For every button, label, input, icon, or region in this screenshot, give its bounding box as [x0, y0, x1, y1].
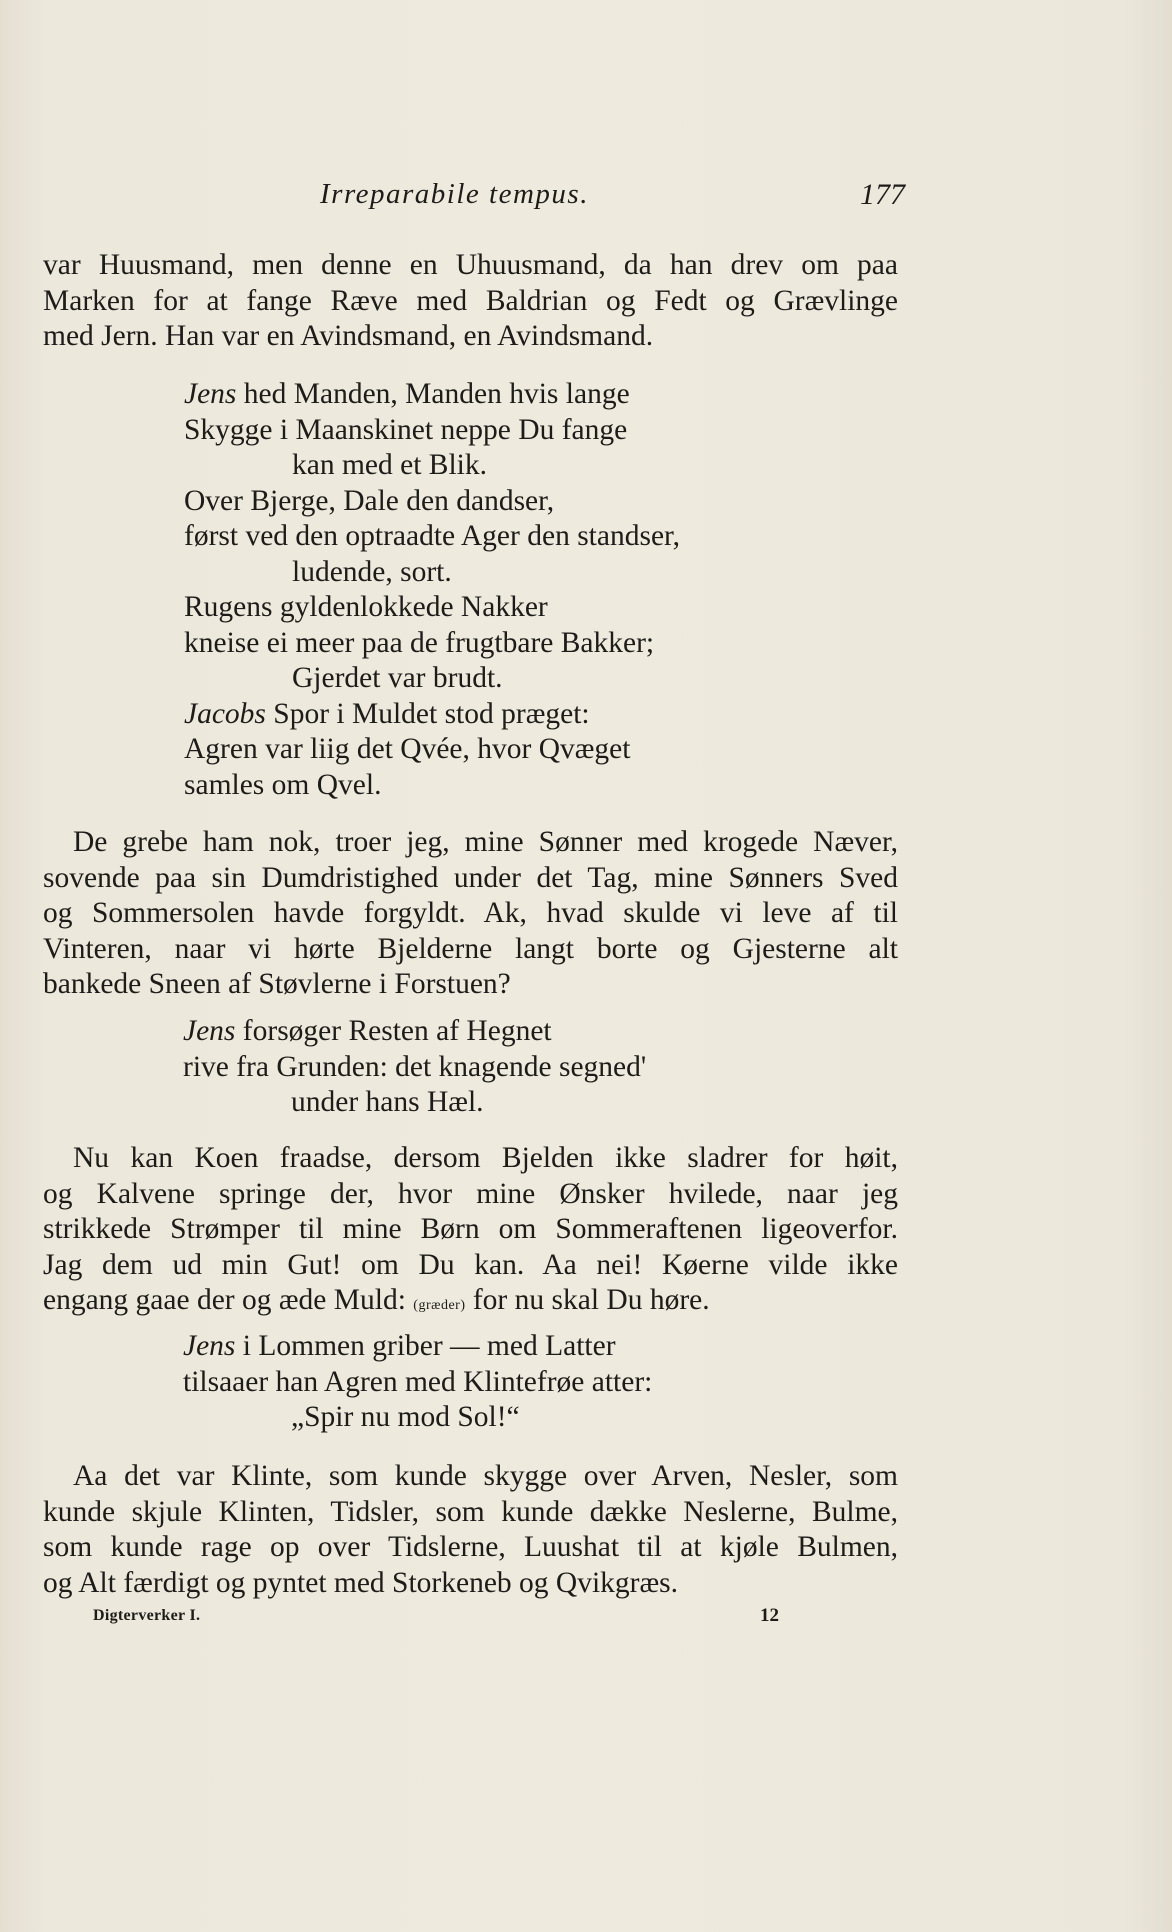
verse-line: Jens i Lommen griber — med Latter — [183, 1330, 616, 1362]
verse-line: Rugens gyldenlokkede Nakker — [184, 591, 548, 623]
paragraph-line: Marken for at fange Ræve med Baldrian og Fedt og Grævlinge — [43, 284, 898, 317]
character-name: Jens — [183, 1015, 236, 1047]
paragraph-line: De grebe ham nok, troer jeg, mine Sønner med krogede Næver, — [73, 826, 898, 858]
character-name: Jens — [184, 378, 237, 410]
verse-stanza-1 — [184, 377, 680, 803]
paragraph-line: Vinteren, naar vi hørte Bjelderne langt borte og Gjesterne alt — [43, 932, 898, 965]
paragraph-line: og Kalvene springe der, hvor mine Ønsker hvilede, naar jeg — [43, 1177, 898, 1210]
paragraph-4 — [43, 1459, 898, 1601]
paragraph-line: engang gaae der og æde Muld: (græder) for nu skal Du høre. — [43, 1284, 710, 1316]
verse-line: Over Bjerge, Dale den dandser, — [184, 484, 555, 517]
paragraph-line: og Sommersolen havde forgyldt. Ak, hvad skulde vi leve af til — [43, 897, 898, 929]
verse-line: ludende, sort. — [292, 555, 452, 588]
paragraph-line: Nu kan Koen fraadse, dersom Bjelden ikke sladrer for høit, — [73, 1142, 898, 1174]
paragraph-line: som kunde rage op over Tidslerne, Luushat til at kjøle Bulmen, — [43, 1531, 898, 1563]
paragraph-line: bankede Sneen af Støvlerne i Forstuen? — [43, 968, 511, 1000]
paragraph-line: kunde skjule Klinten, Tidsler, som kunde dække Neslerne, Bulme, — [43, 1495, 898, 1528]
verse-line: „Spir nu mod Sol!“ — [291, 1401, 520, 1433]
verse-line: samles om Qvel. — [184, 768, 382, 801]
paragraph-2 — [43, 825, 898, 1003]
paragraph-line: var Huusmand, men denne en Uhuusmand, da han drev om paa — [43, 249, 898, 281]
paragraph-line: og Alt færdigt og pyntet med Storkeneb og Qvikgræs. — [43, 1566, 679, 1599]
verse-stanza-3 — [183, 1329, 652, 1436]
verse-line: tilsaaer han Agren med Klintefrøe atter: — [183, 1365, 653, 1398]
verse-line: Agren var liig det Qvée, hvor Qvæget — [184, 733, 631, 765]
sheet-number: 12 — [760, 1605, 779, 1626]
verse-line: rive fra Grunden: det knagende segned' — [183, 1050, 647, 1083]
verse-line: først ved den optraadte Ager den standser, — [184, 520, 681, 552]
character-name: Jens — [183, 1330, 236, 1362]
signature-mark: Digterverker I. — [93, 1607, 201, 1624]
paragraph-3 — [43, 1141, 898, 1324]
paragraph-line: Aa det var Klinte, som kunde skygge over Arven, Nesler, som — [73, 1460, 898, 1492]
paragraph-line: Jag dem ud min Gut! om Du kan. Aa nei! Køerne vilde ikke — [43, 1248, 898, 1281]
verse-line: Jens forsøger Resten af Hegnet — [183, 1015, 552, 1047]
verse-line: Skygge i Maanskinet neppe Du fange — [184, 413, 628, 446]
verse-line: kneise ei meer paa de frugtbare Bakker; — [184, 626, 655, 659]
verse-line: kan med et Blik. — [292, 449, 487, 481]
paragraph-line: sovende paa sin Dumdristighed under det Tag, mine Sønners Sved — [43, 861, 898, 894]
verse-line: under hans Hæl. — [291, 1086, 484, 1118]
paragraph-line: med Jern. Han var en Avindsmand, en Avindsmand. — [43, 320, 654, 352]
verse-line: Gjerdet var brudt. — [292, 662, 503, 694]
running-title: Irreparabile tempus. — [320, 178, 589, 210]
page-number: 177 — [860, 178, 905, 211]
verse-line: Jacobs Spor i Muldet stod præget: — [184, 697, 590, 730]
stage-direction: (græder) — [413, 1298, 466, 1313]
paragraph-1 — [43, 248, 898, 355]
character-name: Jacobs — [184, 697, 266, 730]
verse-stanza-2 — [183, 1014, 646, 1121]
verse-line: Jens hed Manden, Manden hvis lange — [184, 378, 630, 410]
paragraph-line: strikkede Strømper til mine Børn om Sommeraftenen ligeoverfor. — [43, 1213, 898, 1245]
